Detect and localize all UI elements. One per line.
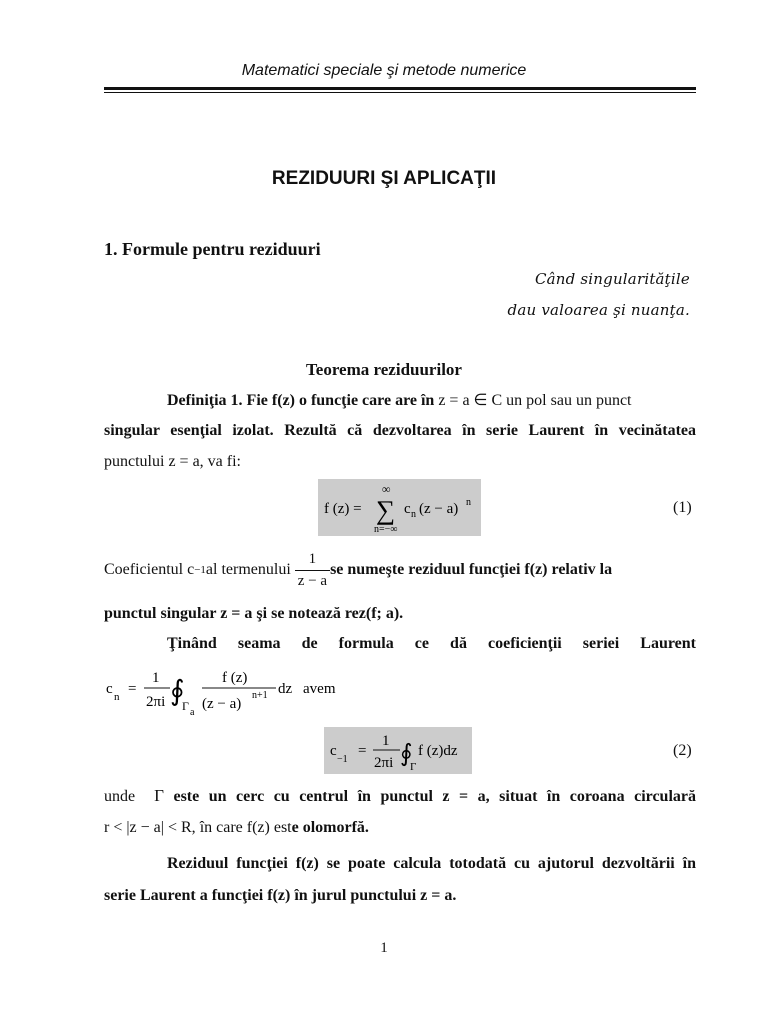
eq1-body-paren: (z − a)	[419, 501, 459, 517]
equation-1-box	[318, 479, 481, 536]
eq2-body: f (z)dz	[418, 743, 458, 759]
laurent-frac1-num: 1	[152, 670, 160, 686]
equation-1-number: (1)	[673, 499, 692, 516]
circle-ineq-rest-bold: e olomorfă.	[291, 819, 369, 836]
eq2-c-sub: −1	[337, 754, 348, 765]
running-header: Matematici speciale şi metode numerice	[241, 62, 527, 79]
definition-line-3-a: punctului	[104, 453, 169, 470]
definition-line-2: singular esenţial izolat. Rezultă că dezvoltarea în serie Laurent în vecinătatea	[104, 422, 696, 439]
laurent-dz: dz	[278, 681, 293, 697]
section-title: 1. Formule pentru reziduuri	[104, 239, 321, 259]
definition-line-3-b: , va fi:	[199, 453, 241, 470]
equation-2-number: (2)	[673, 742, 692, 759]
chapter-title: REZIDUURI ŞI APLICAŢII	[271, 168, 497, 189]
laurent-avem: avem	[303, 681, 336, 697]
laurent-int-sub2: a	[190, 707, 195, 718]
eq1-sum-top: ∞	[382, 482, 391, 496]
laurent-int-sub: Γ	[182, 699, 189, 713]
laurent-frac2-den-sup: n+1	[252, 690, 268, 701]
laurent-frac1-den: 2πi	[146, 694, 166, 710]
laurent-c-sub: n	[114, 691, 120, 703]
epigraph-line-1: Când singularităţile	[534, 270, 690, 288]
eq2-integral: ∮	[400, 741, 413, 767]
theorem-title: Teorema reziduurilor	[306, 360, 462, 379]
definition-text-2: un pol sau un punct	[502, 392, 632, 409]
definition-label: Definiţia 1.	[167, 392, 243, 409]
coef-c: c	[187, 561, 195, 578]
circle-line-2	[104, 819, 369, 837]
circle-inequality: r < |z − a| < R,	[104, 819, 196, 836]
coef-fraction	[295, 551, 330, 590]
laurent-frac2-num: f (z)	[222, 670, 248, 686]
coef-mid: al termenului	[205, 561, 291, 578]
definition-line-1	[167, 390, 632, 410]
laurent-integral: ∮	[170, 676, 185, 707]
equation-2	[324, 727, 472, 774]
coef-frac-num: 1	[308, 550, 317, 567]
laurent-c: c	[106, 681, 113, 697]
page-number: 1	[380, 940, 388, 956]
laurent-line-1: Ţinând seama de formula ce dă coeficienţii seriei Laurent	[167, 635, 696, 652]
coef-frac-den: z − a	[295, 570, 330, 590]
laurent-formula	[104, 660, 364, 725]
eq2-int-sub: Γ	[410, 761, 417, 773]
eq1-sum-bottom: n=−∞	[374, 524, 398, 535]
definition-line-3	[104, 453, 241, 471]
eq1-body: c	[404, 501, 411, 517]
definition-math-1: z = a ∈ C	[438, 392, 503, 409]
laurent-frac2-den: (z − a)	[202, 696, 242, 712]
circle-unde: unde	[104, 788, 136, 805]
coef-suffix: se numeşte reziduul funcţiei f(z) relativ la	[330, 561, 613, 578]
eq2-frac-den: 2πi	[374, 755, 394, 771]
circle-rest: este un cerc cu centrul în punctul z = a, situat în coroana circulară	[163, 788, 696, 805]
definition-line-3-math: z = a	[168, 453, 200, 470]
eq1-body-sub: n	[411, 509, 416, 520]
eq2-c: c	[330, 743, 337, 759]
header-rule-thick	[104, 87, 696, 90]
circle-gamma: Γ	[154, 786, 164, 805]
circle-ineq-rest-normal: în care f(z) est	[195, 819, 292, 836]
coef-c-sub: −1	[194, 564, 206, 576]
equation-2-box	[324, 727, 472, 774]
final-line-1: Reziduul funcţiei f(z) se poate calcula totodată cu ajutorul dezvoltării în	[167, 855, 696, 872]
definition-text-1: Fie f(z) o funcţie care are în	[242, 392, 439, 409]
coef-line-2: punctul singular z = a şi se notează rez(f; a).	[104, 605, 404, 622]
coef-prefix: Coeficientul	[104, 561, 184, 578]
coef-line-1	[104, 552, 612, 588]
equation-1	[318, 479, 481, 536]
eq1-body-sup: n	[466, 497, 471, 508]
final-line-2: serie Laurent a funcţiei f(z) în jurul punctului z = a.	[104, 887, 457, 904]
laurent-eq: =	[128, 681, 137, 697]
eq2-eq: =	[358, 743, 367, 759]
epigraph-line-2: dau valoarea şi nuanţa.	[507, 301, 690, 319]
eq1-lhs: f (z) =	[324, 501, 362, 517]
laurent-formula-svg	[104, 660, 364, 720]
header-rule-thin	[104, 92, 696, 93]
circle-line-1	[104, 786, 696, 806]
eq1-sum-symbol: ∑	[376, 495, 396, 525]
eq2-frac-num: 1	[382, 733, 390, 749]
